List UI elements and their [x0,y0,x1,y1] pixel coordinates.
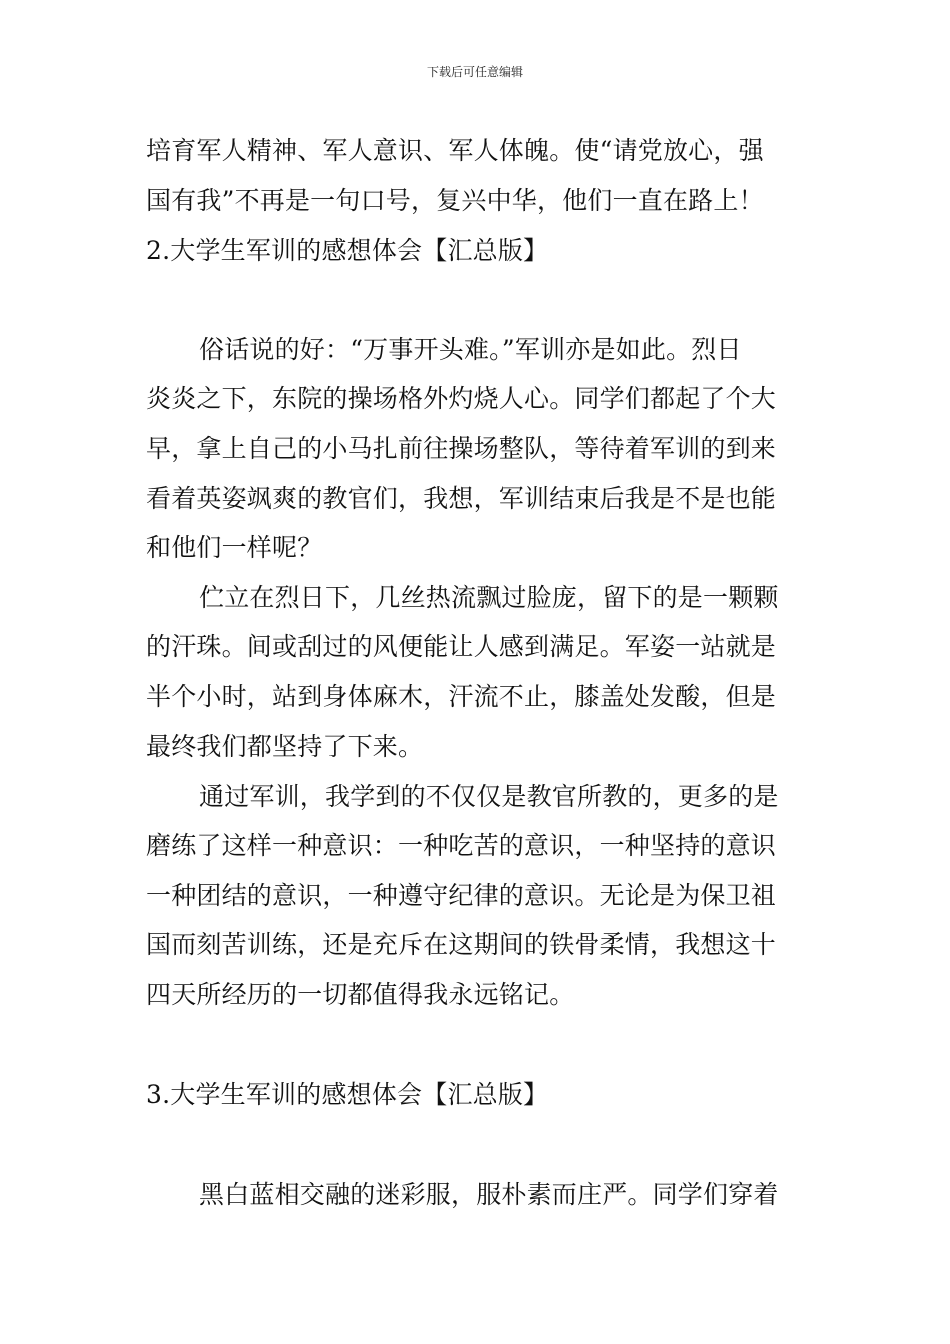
paragraph-line: 半个小时，站到身体麻木，汗流不止，膝盖处发酸，但是 [146,682,777,711]
section-heading-2: 2.大学生军训的感想体会【汇总版】 [146,236,549,265]
paragraph-line: 看着英姿飒爽的教官们，我想，军训结束后我是不是也能 [146,484,777,513]
paragraph-line: 四天所经历的一切都值得我永远铭记。 [146,980,575,1009]
paragraph-line: 和他们一样呢？ [146,533,323,562]
paragraph-line: 培育军人精神、军人意识、军人体魄。使“请党放心，强 [146,136,764,165]
paragraph-line: 伫立在烈日下，几丝热流飘过脸庞，留下的是一颗颗 [199,583,779,612]
paragraph-line: 通过军训，我学到的不仅仅是教官所教的，更多的是 [199,782,779,811]
paragraph-line: 俗话说的好：“万事开头难。”军训亦是如此。烈日 [199,335,742,364]
paragraph-line: 国而刻苦训练，还是充斥在这期间的铁骨柔情，我想这十 [146,930,777,959]
paragraph-line: 早，拿上自己的小马扎前往操场整队，等待着军训的到来 [146,434,777,463]
paragraph-line: 的汗珠。间或刮过的风便能让人感到满足。军姿一站就是 [146,632,777,661]
paragraph-line: 一种团结的意识，一种遵守纪律的意识。无论是为保卫祖 [146,881,777,910]
paragraph-line: 磨练了这样一种意识：一种吃苦的意识，一种坚持的意识 [146,831,777,860]
paragraph-line: 最终我们都坚持了下来。 [146,732,424,761]
paragraph-line: 炎炎之下，东院的操场格外灼烧人心。同学们都起了个大 [146,384,777,413]
section-heading-3: 3.大学生军训的感想体会【汇总版】 [146,1080,549,1109]
paragraph-line: 国有我”不再是一句口号，复兴中华，他们一直在路上！ [146,186,764,215]
page-header-note: 下载后可任意编辑 [426,65,523,79]
paragraph-line: 黑白蓝相交融的迷彩服，服朴素而庄严。同学们穿着 [199,1180,779,1209]
